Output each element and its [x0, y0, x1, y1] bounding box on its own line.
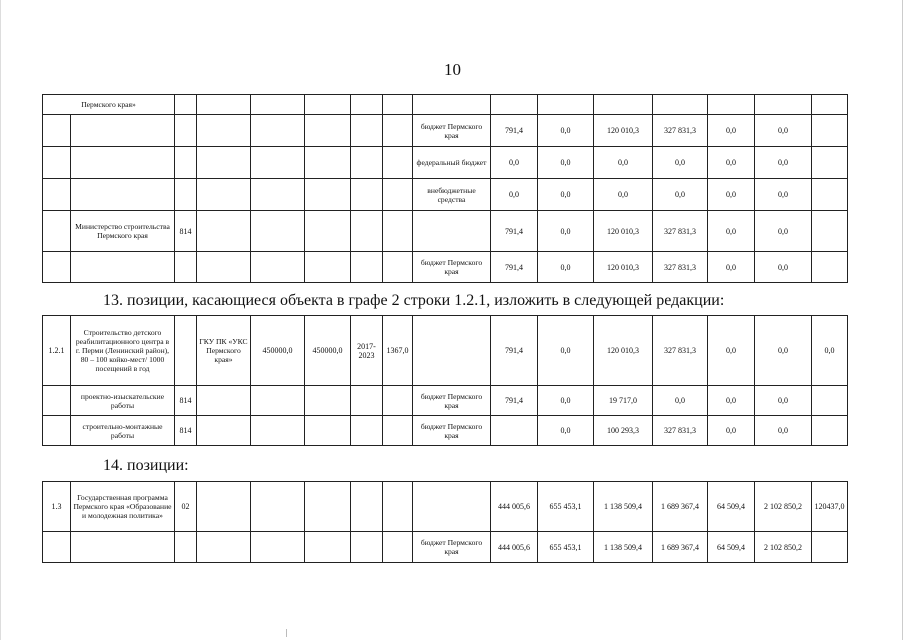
table-cell: 64 509,4: [708, 532, 755, 563]
table-cell: 120 010,3: [594, 252, 653, 283]
table-cell: [175, 95, 197, 115]
table-row: [43, 482, 848, 532]
table-cell: 64 509,4: [708, 482, 755, 532]
scan-edge-left: [0, 0, 1, 640]
table-cell: федеральный бюджет: [413, 147, 491, 179]
table-cell: 327 831,3: [653, 115, 708, 147]
table-cell: [305, 211, 351, 252]
table-cell: [351, 147, 383, 179]
table-row: [43, 252, 848, 283]
table-cell: [413, 95, 491, 115]
table-cell: [197, 386, 251, 416]
section-heading-13: 13. позиции, касающиеся объекта в графе 2 строки 1.2.1, изложить в следующей редакции:: [103, 292, 725, 309]
table-cell: 1 138 509,4: [594, 532, 653, 563]
table-cell: [71, 115, 175, 147]
table-cell: [351, 95, 383, 115]
table-cell: 814: [175, 386, 197, 416]
table-cell: [175, 179, 197, 211]
table-cell: 1 689 367,4: [653, 532, 708, 563]
scan-edge-right: [902, 0, 903, 640]
table-cell: бюджет Пермского края: [413, 115, 491, 147]
table-row: [43, 211, 848, 252]
table-cell: 2 102 850,2: [755, 482, 812, 532]
table-cell: [43, 386, 71, 416]
table-cell: [351, 386, 383, 416]
table-cell: 791,4: [491, 115, 538, 147]
table-cell: [383, 115, 413, 147]
table-cell: 0,0: [538, 386, 594, 416]
table-cell: [197, 252, 251, 283]
table-cell: [251, 95, 305, 115]
table-cell: [43, 179, 71, 211]
table-cell: [413, 211, 491, 252]
table-cell: 444 005,6: [491, 532, 538, 563]
table-cell: [812, 416, 848, 446]
table-cell: [491, 95, 538, 115]
table-cell: 0,0: [755, 252, 812, 283]
table-cell: [305, 482, 351, 532]
table-cell: 0,0: [538, 211, 594, 252]
table-cell: 0,0: [755, 147, 812, 179]
table-cell: [251, 147, 305, 179]
table-cell: [351, 211, 383, 252]
table-cell: [43, 115, 71, 147]
table-cell: 100 293,3: [594, 416, 653, 446]
table-cell: 0,0: [653, 147, 708, 179]
table-cell: [594, 95, 653, 115]
table-cell: ГКУ ПК «УКС Пермского края»: [197, 316, 251, 386]
table-cell: [71, 179, 175, 211]
table-cell: [383, 532, 413, 563]
budget-table-3: [42, 481, 848, 563]
table-cell: [351, 179, 383, 211]
table-cell: 1 138 509,4: [594, 482, 653, 532]
table-cell: [305, 532, 351, 563]
table-row: [43, 416, 848, 446]
table-cell: 120 010,3: [594, 115, 653, 147]
table-cell: [43, 211, 71, 252]
table-cell: 327 831,3: [653, 252, 708, 283]
budget-table-2: [42, 315, 848, 446]
table-cell: 2 102 850,2: [755, 532, 812, 563]
table-cell: 814: [175, 211, 197, 252]
table-cell: Министерство строительства Пермского края: [71, 211, 175, 252]
table-cell: бюджет Пермского края: [413, 386, 491, 416]
table-cell: [383, 416, 413, 446]
table-cell: [197, 147, 251, 179]
table-row: [43, 316, 848, 386]
table-cell: 450000,0: [251, 316, 305, 386]
table-cell: [812, 211, 848, 252]
table-cell: [251, 252, 305, 283]
table-row: [43, 179, 848, 211]
table-cell: [71, 252, 175, 283]
table-cell: 327 831,3: [653, 416, 708, 446]
table-cell: внебюджетные средства: [413, 179, 491, 211]
table-cell: 0,0: [708, 179, 755, 211]
table-cell: [383, 179, 413, 211]
table-cell: 0,0: [755, 316, 812, 386]
table-row: [43, 147, 848, 179]
table-cell: [197, 95, 251, 115]
table-cell: [383, 252, 413, 283]
table-cell: [383, 482, 413, 532]
table-cell: 120 010,3: [594, 316, 653, 386]
table-cell: [812, 147, 848, 179]
table-cell: 791,4: [491, 316, 538, 386]
table-cell: [197, 179, 251, 211]
table-cell: строительно-монтажные работы: [71, 416, 175, 446]
table-cell: [812, 95, 848, 115]
table-cell: бюджет Пермского края: [413, 532, 491, 563]
table-cell: Строительство детского реабилитационного центра в г. Перми (Ленинский район), 80 – 100 койко-мест/ 1000 посещений в год: [71, 316, 175, 386]
table-cell: [305, 115, 351, 147]
table-cell: [383, 95, 413, 115]
table-cell: [251, 532, 305, 563]
table-cell: [197, 416, 251, 446]
table-cell: 327 831,3: [653, 316, 708, 386]
table-cell: [251, 115, 305, 147]
table-cell: [175, 147, 197, 179]
table-cell: [351, 115, 383, 147]
table-cell: [351, 532, 383, 563]
table-cell: [812, 115, 848, 147]
table-cell: 0,0: [708, 252, 755, 283]
table-cell: Пермского края»: [43, 95, 175, 115]
table-cell: [175, 252, 197, 283]
table-cell: [71, 532, 175, 563]
page-number: 10: [444, 60, 461, 79]
table-cell: [383, 147, 413, 179]
table-cell: [305, 147, 351, 179]
table-cell: [413, 482, 491, 532]
table-cell: 0,0: [755, 211, 812, 252]
table-cell: 791,4: [491, 252, 538, 283]
scan-artifact: [286, 629, 287, 637]
table-row: [43, 95, 848, 115]
table-cell: [251, 179, 305, 211]
table-cell: [305, 416, 351, 446]
table-cell: бюджет Пермского края: [413, 416, 491, 446]
table-cell: 444 005,6: [491, 482, 538, 532]
section-heading-14: 14. позиции:: [103, 457, 189, 474]
table-cell: 0,0: [653, 179, 708, 211]
table-cell: [197, 115, 251, 147]
table-cell: [653, 95, 708, 115]
table-cell: 0,0: [538, 179, 594, 211]
table-row: [43, 115, 848, 147]
table-cell: [175, 316, 197, 386]
table-cell: 0,0: [755, 386, 812, 416]
table-cell: [43, 532, 71, 563]
table-cell: 0,0: [491, 179, 538, 211]
table-cell: [305, 252, 351, 283]
table-cell: 0,0: [653, 386, 708, 416]
table-cell: [413, 316, 491, 386]
table-cell: 1 689 367,4: [653, 482, 708, 532]
table-cell: 655 453,1: [538, 482, 594, 532]
table-cell: [305, 95, 351, 115]
table-cell: 120437,0: [812, 482, 848, 532]
table-cell: [251, 386, 305, 416]
table-cell: 0,0: [708, 386, 755, 416]
table-cell: 19 717,0: [594, 386, 653, 416]
table-cell: проектно-изыскательские работы: [71, 386, 175, 416]
table-cell: [175, 532, 197, 563]
table-cell: 0,0: [708, 416, 755, 446]
table-cell: 0,0: [538, 416, 594, 446]
table-cell: 0,0: [812, 316, 848, 386]
table-cell: [351, 252, 383, 283]
table-cell: 1.2.1: [43, 316, 71, 386]
table-cell: 2017-2023: [351, 316, 383, 386]
table-cell: [197, 482, 251, 532]
table-cell: 1367,0: [383, 316, 413, 386]
table-cell: [383, 211, 413, 252]
table-cell: [43, 252, 71, 283]
table-cell: [812, 179, 848, 211]
table-cell: [251, 211, 305, 252]
table-cell: 120 010,3: [594, 211, 653, 252]
table-cell: 0,0: [708, 211, 755, 252]
table-cell: [812, 532, 848, 563]
table-cell: [351, 482, 383, 532]
table-cell: Государственная программа Пермского края «Образование и молодежная политика»: [71, 482, 175, 532]
table-cell: 0,0: [491, 147, 538, 179]
budget-table-1: [42, 94, 848, 283]
table-cell: [251, 416, 305, 446]
table-cell: [755, 95, 812, 115]
table-cell: [197, 532, 251, 563]
table-cell: 327 831,3: [653, 211, 708, 252]
table-cell: [538, 95, 594, 115]
table-cell: [708, 95, 755, 115]
table-cell: [305, 386, 351, 416]
table-cell: 791,4: [491, 386, 538, 416]
table-cell: бюджет Пермского края: [413, 252, 491, 283]
table-cell: [43, 416, 71, 446]
table-cell: 0,0: [755, 179, 812, 211]
table-cell: 791,4: [491, 211, 538, 252]
table-cell: 0,0: [538, 147, 594, 179]
table-cell: [43, 147, 71, 179]
table-cell: 655 453,1: [538, 532, 594, 563]
table-cell: [251, 482, 305, 532]
table-row: [43, 532, 848, 563]
table-cell: 0,0: [538, 316, 594, 386]
table-row: [43, 386, 848, 416]
table-cell: [491, 416, 538, 446]
table-cell: 0,0: [708, 316, 755, 386]
table-cell: 0,0: [708, 147, 755, 179]
table-cell: 0,0: [538, 252, 594, 283]
table-cell: 1.3: [43, 482, 71, 532]
table-cell: 814: [175, 416, 197, 446]
table-cell: 0,0: [538, 115, 594, 147]
table-cell: 0,0: [594, 147, 653, 179]
table-cell: 02: [175, 482, 197, 532]
table-cell: 0,0: [755, 416, 812, 446]
table-cell: 450000,0: [305, 316, 351, 386]
table-cell: [812, 386, 848, 416]
table-cell: [351, 416, 383, 446]
table-cell: [305, 179, 351, 211]
table-cell: [383, 386, 413, 416]
table-cell: [71, 147, 175, 179]
table-cell: [175, 115, 197, 147]
table-cell: 0,0: [755, 115, 812, 147]
table-cell: [812, 252, 848, 283]
table-cell: 0,0: [708, 115, 755, 147]
table-cell: 0,0: [594, 179, 653, 211]
table-cell: [197, 211, 251, 252]
